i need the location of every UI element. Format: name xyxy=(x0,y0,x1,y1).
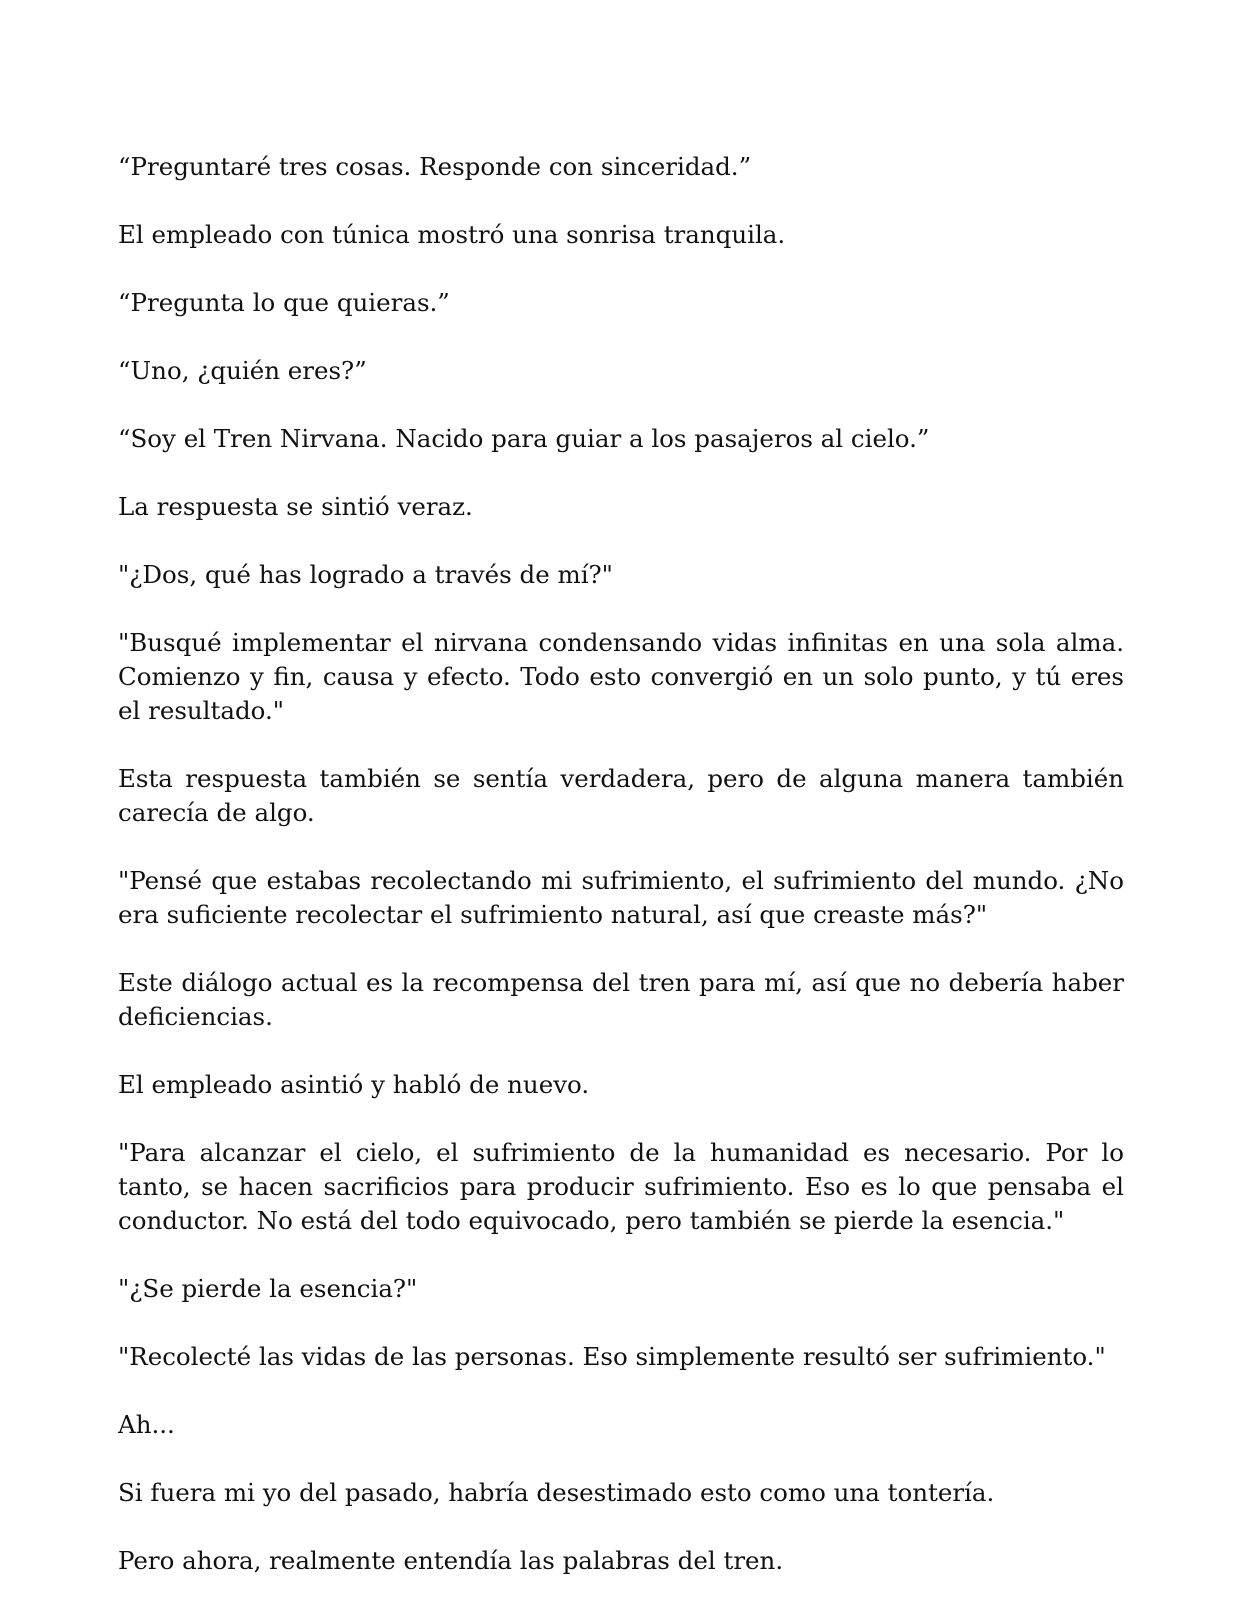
paragraph: “Preguntaré tres cosas. Responde con sinceridad.” xyxy=(118,152,752,181)
document-page xyxy=(118,150,1124,1612)
paragraph: "¿Dos, qué has logrado a través de mí?" xyxy=(118,560,613,589)
paragraph: Pero ahora, realmente entendía las palabras del tren. xyxy=(118,1546,784,1575)
paragraph: "¿Se pierde la esencia?" xyxy=(118,1274,418,1303)
paragraph: "Pensé que estabas recolectando mi sufrimiento, el sufrimiento del mundo. ¿No era suficiente recolectar el sufrimiento natural, así que creaste más?" xyxy=(118,866,1124,929)
paragraph: "Recolecté las vidas de las personas. Eso simplemente resultó ser sufrimiento." xyxy=(118,1342,1106,1371)
paragraph: “Uno, ¿quién eres?” xyxy=(118,356,367,385)
paragraph: La respuesta se sintió veraz. xyxy=(118,492,473,521)
paragraph: Este diálogo actual es la recompensa del tren para mí, así que no debería haber deficiencias. xyxy=(118,968,1124,1031)
paragraph: Esta respuesta también se sentía verdadera, pero de alguna manera también carecía de algo. xyxy=(118,764,1124,827)
paragraph: “Soy el Tren Nirvana. Nacido para guiar a los pasajeros al cielo.” xyxy=(118,424,930,453)
paragraph: "Busqué implementar el nirvana condensando vidas infinitas en una sola alma. Comienzo y fin, causa y efecto. Todo esto convergió en un solo punto, y tú eres el resultado." xyxy=(118,628,1124,725)
paragraph: "Para alcanzar el cielo, el sufrimiento de la humanidad es necesario. Por lo tanto, se hacen sacrificios para producir sufrimiento. Eso es lo que pensaba el conductor. No está del todo equivocado, pero también se pierde la esencia." xyxy=(118,1138,1124,1235)
paragraph: Ah... xyxy=(118,1410,175,1439)
paragraph: El empleado asintió y habló de nuevo. xyxy=(118,1070,590,1099)
paragraph: El empleado con túnica mostró una sonrisa tranquila. xyxy=(118,220,786,249)
paragraph: Si fuera mi yo del pasado, habría desestimado esto como una tontería. xyxy=(118,1478,995,1507)
paragraph: “Pregunta lo que quieras.” xyxy=(118,288,450,317)
